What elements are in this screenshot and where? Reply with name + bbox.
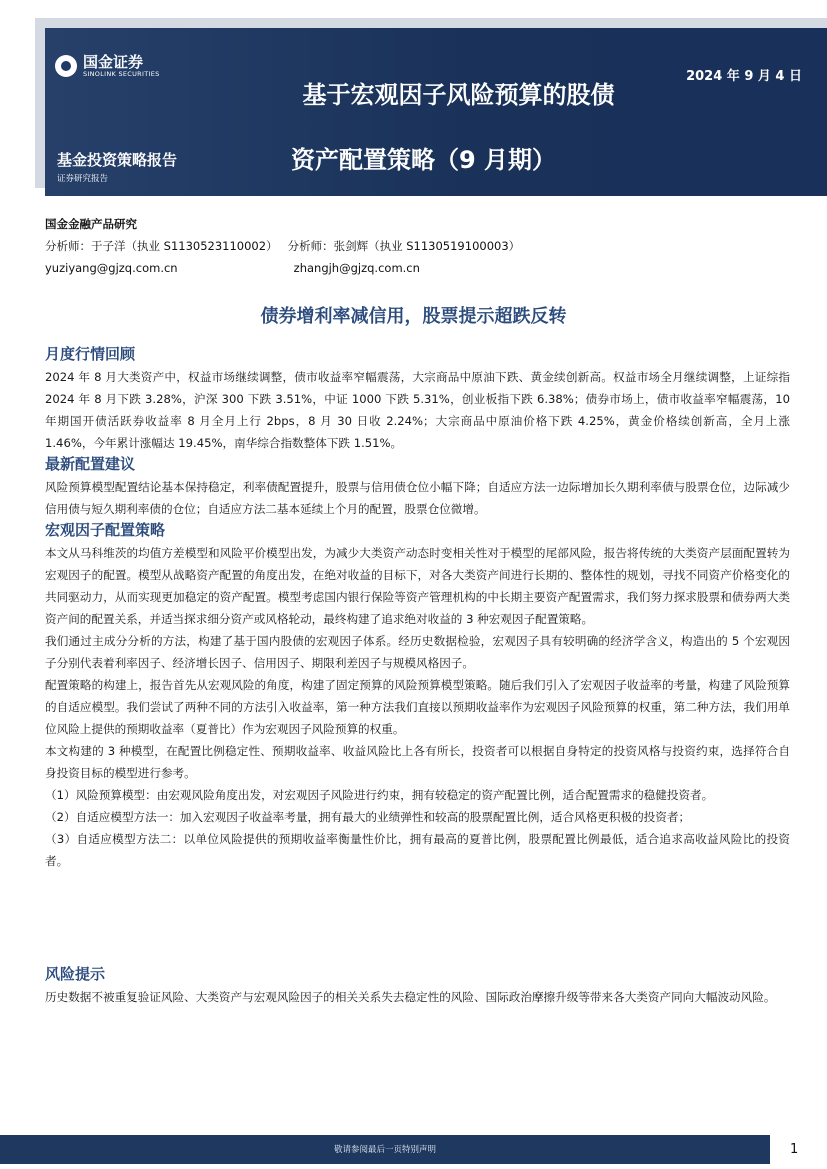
section-allocation-advice (45, 454, 790, 520)
page-number: 1 (790, 1142, 799, 1157)
email-2[interactable]: zhangjh@gjzq.com.cn (293, 261, 420, 275)
logo-text-cn: 国金证券 (83, 53, 144, 71)
email-1[interactable]: yuziyang@gjzq.com.cn (45, 261, 178, 275)
section-risk-warning (45, 964, 790, 1008)
report-header (0, 18, 827, 188)
analyst-emails (45, 261, 420, 275)
paragraph: 风险预算模型配置结论基本保持稳定，利率债配置提升，股票与信用债仓位小幅下降；自适应方法一边际增加长久期利率债与股票仓位，边际减少信用债与短久期利率债的仓位；自适应方法二基本延续上个月的配置，股票仓位微增。 (45, 480, 790, 516)
paragraph: 我们通过主成分分析的方法，构建了基于国内股债的宏观因子体系。经历史数据检验，宏观因子具有较明确的经济学含义，构造出的 5 个宏观因子分别代表着利率因子、经济增长因子、信用因子、期限利差因子与规模风格因子。 (45, 634, 790, 670)
paragraph: 历史数据不被重复验证风险、大类资产与宏观风险因子的相关关系失去稳定性的风险、国际政治摩擦升级等带来各大类资产同向大幅波动风险。 (45, 990, 776, 1004)
paragraph: 本文从马科维茨的均值方差模型和风险平价模型出发，为减少大类资产动态时变相关性对于模型的尾部风险，报告将传统的大类资产层面配置转为宏观因子的配置。模型从战略资产配置的角度出发，在绝对收益的目标下，对各大类资产间进行长期的、整体性的规划，寻找不同资产价格变化的共同驱动力，从而实现更加稳定的资产配置。模型考虑国内银行保险等资产管理机构的中长期主要资产配置需求，我们努力探求股票和债券两大类资产间的配置关系，并适当探求细分资产或风格轮动，最终构建了追求绝对收益的 3 种宏观因子配置策略。 (45, 546, 790, 626)
paragraph: 2024 年 8 月大类资产中，权益市场继续调整，债市收益率窄幅震荡，大宗商品中原油下跌、黄金续创新高。权益市场全月继续调整，上证综指 2024 年 8 月下跌 3.28%，沪深 300 下跌 3.51%，中证 1000 下跌 5.31%，创业板指下跌 6.38%；债券市场上，债市收益率窄幅震荡，10 年期国开债活跃券收益率 8 月全月上行 2bps，8 月 30 日收 2.24%；大宗商品中原油价格下跌 4.25%，黄金价格续创新高，全月上涨 1.46%，今年累计涨幅达 19.45%，南华综合指数整体下跌 1.51%。 (45, 370, 790, 450)
paragraph: （2）自适应模型方法一：加入宏观因子收益率考量，拥有最大的业绩弹性和较高的股票配置比例，适合风格更积极的投资者； (45, 810, 691, 824)
section-title: 风险提示 (45, 965, 106, 983)
research-org: 国金金融产品研究 (45, 217, 137, 231)
section-title: 月度行情回顾 (45, 345, 136, 363)
footer-disclaimer-note: 敬请参阅最后一页特别声明 (333, 1145, 436, 1155)
report-title-line-2: 资产配置策略（9 月期） (290, 146, 557, 174)
report-subtype: 证券研究报告 (57, 174, 109, 184)
paragraph: 配置策略的构建上，报告首先从宏观风险的角度，构建了固定预算的风险预算模型策略。随后我们引入了宏观因子收益率的考量，构建了风险预算的自适应模型。我们尝试了两种不同的方法引入收益率，第一种方法我们直接以预期收益率作为宏观因子风险预算的权重，第二种方法，我们用单位风险上提供的预期收益率（夏普比）作为宏观因子风险预算的权重。 (45, 678, 790, 736)
report-type: 基金投资策略报告 (57, 151, 178, 169)
section-macro-factor-strategy (45, 520, 790, 872)
analyst-2: 分析师：张剑辉（执业 S1130519100003） (287, 239, 521, 253)
section-title: 宏观因子配置策略 (45, 521, 166, 539)
paragraph: （3）自适应模型方法二：以单位风险提供的预期收益率衡量性价比，拥有最高的夏普比例，股票配置比例最低，适合追求高收益风险比的投资者。 (45, 832, 790, 868)
logo-text-en: SINOLINK SECURITIES (83, 70, 160, 78)
paragraph: 本文构建的 3 种模型，在配置比例稳定性、预期收益率、收益风险比上各有所长，投资者可以根据自身特定的投资风格与投资约束，选择符合自身投资目标的模型进行参考。 (45, 744, 790, 780)
report-title-line-1: 基于宏观因子风险预算的股债 (302, 81, 615, 109)
analyst-1: 分析师：于子洋（执业 S1130523110002） (45, 239, 278, 253)
logo-icon (55, 55, 77, 77)
section-market-review (45, 344, 790, 454)
section-title: 最新配置建议 (45, 455, 136, 473)
analysts (45, 238, 520, 254)
paragraph: （1）风险预算模型：由宏观风险角度出发，对宏观因子风险进行约束，拥有较稳定的资产配置比例，适合配置需求的稳健投资者。 (45, 788, 714, 802)
report-date: 2024 年 9 月 4 日 (686, 69, 802, 84)
report-headline: 债券增利率减信用，股票提示超跌反转 (260, 306, 567, 327)
